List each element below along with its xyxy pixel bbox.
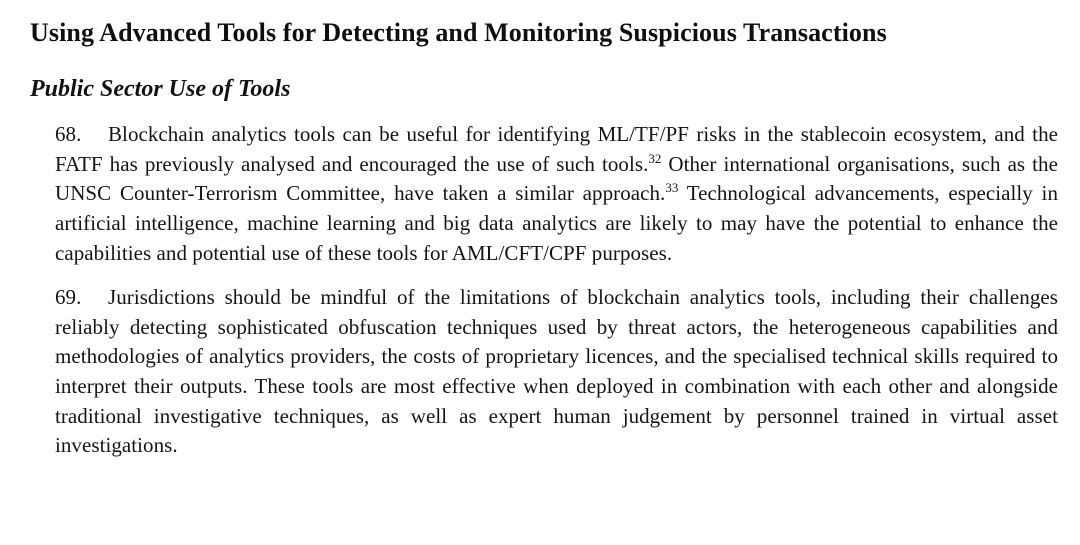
text-run: Blockchain analytics tools can be useful for identifying ML/TF/PF risks in the stablecoin ecosystem, and the FATF has previously analysed and encouraged the use of such tools.	[55, 122, 1058, 176]
footnote-ref: 32	[648, 150, 662, 166]
text-run: Other international organisations, such as the UNSC Counter-Terrorism Committee, have taken a similar approach.	[55, 151, 1058, 206]
paragraph-body	[55, 122, 1058, 264]
text-run: Technological advancements, especially in artificial intelligence, machine learning and big data analytics are likely to may have the potential to enhance the capabilities and potential use of these tools for AML/CFT/CPF purposes.	[55, 181, 1058, 265]
paragraph-68	[55, 120, 1058, 268]
subsection-heading: Public Sector Use of Tools	[30, 75, 291, 102]
footnote-ref: 33	[665, 180, 679, 196]
paragraph-69	[55, 283, 1058, 461]
paragraph-body	[55, 285, 1058, 457]
section-heading: Using Advanced Tools for Detecting and Monitoring Suspicious Transactions	[30, 18, 887, 47]
paragraph-number: 69.	[55, 285, 82, 310]
paragraph-number: 68.	[55, 122, 82, 147]
text-run: Jurisdictions should be mindful of the limitations of blockchain analytics tools, including their challenges reliably detecting sophisticated obfuscation techniques used by threat actors, the heterogeneous capabilities and methodologies of analytics providers, the costs of proprietary licences, and the specialised technical skills required to interpret their outputs. These tools are most effective when deployed in combination with each other and alongside traditional investigative techniques, as well as expert human judgement by personnel trained in virtual asset investigations.	[55, 285, 1058, 458]
